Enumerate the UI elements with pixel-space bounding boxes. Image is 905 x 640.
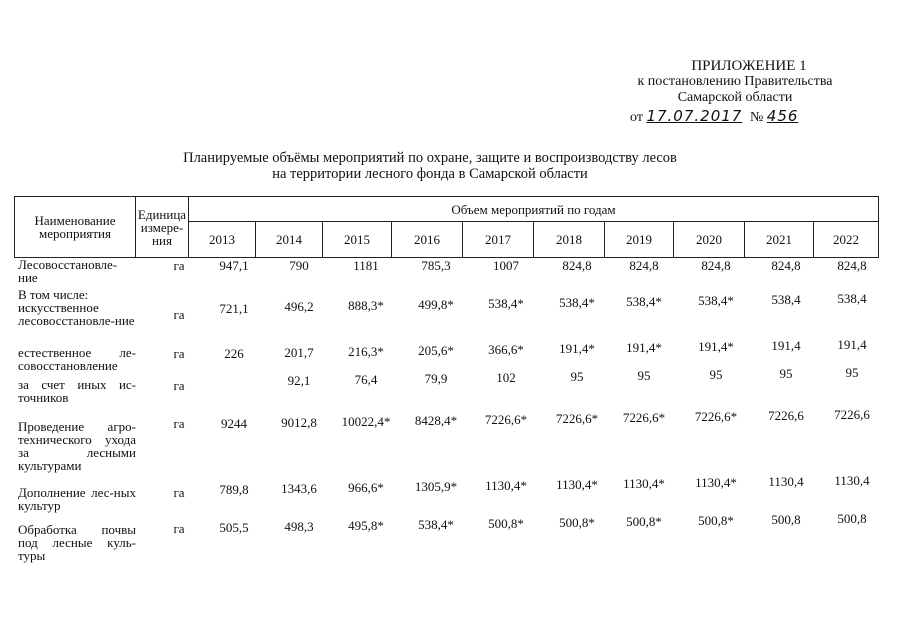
col-name-header: Наименование мероприятия <box>15 197 136 258</box>
row-value: 947,1 <box>219 258 249 273</box>
row-value: 191,4 <box>837 337 867 352</box>
row-value: 1130,4 <box>768 474 804 489</box>
row-value: 888,3* <box>348 298 384 313</box>
row-value: 966,6* <box>348 480 384 495</box>
appendix-line-2: к постановлению Правительства <box>637 74 833 89</box>
row-value: 538,4* <box>488 296 524 311</box>
year-header: 2019 <box>605 222 674 258</box>
year-header: 2013 <box>189 222 256 258</box>
number-prefix: № <box>749 110 764 125</box>
row-value: 7226,6* <box>555 411 599 426</box>
row-unit: га <box>173 346 185 361</box>
row-value: 9244 <box>221 416 247 431</box>
row-value: 191,4* <box>559 341 595 356</box>
table-header-grid <box>14 196 879 258</box>
year-header: 2017 <box>463 222 534 258</box>
appendix-line-3: Самарской области <box>677 90 793 105</box>
row-value: 191,4 <box>771 338 801 353</box>
row-value: 10022,4* <box>341 414 391 429</box>
year-header: 2021 <box>745 222 814 258</box>
row-value: 790 <box>289 258 309 273</box>
row-value: 92,1 <box>287 373 311 388</box>
row-name: В том числе: <box>18 287 89 302</box>
row-value: 824,8 <box>701 258 731 273</box>
row-value: 538,4* <box>698 293 734 308</box>
row-value: 505,5 <box>219 520 249 535</box>
row-value: 1130,4* <box>556 477 598 492</box>
row-value: 76,4 <box>354 372 378 387</box>
row-value: 7226,6 <box>834 407 870 422</box>
row-value: 824,8 <box>629 258 659 273</box>
row-value: 538,4* <box>418 517 454 532</box>
row-value: 500,8 <box>837 511 867 526</box>
row-value: 785,3 <box>421 258 451 273</box>
appendix-date-row <box>600 108 870 126</box>
row-value: 95 <box>637 368 651 383</box>
row-value: 201,7 <box>284 345 314 360</box>
row-value: 216,3* <box>348 344 384 359</box>
row-name: естественное ле-совосстановление <box>18 345 136 373</box>
row-name: искусственное лесовосстановле-ние <box>18 300 135 328</box>
appendix-header <box>600 58 870 126</box>
row-unit: га <box>173 258 185 273</box>
row-value: 1130,4* <box>695 475 737 490</box>
document-title <box>150 150 710 182</box>
row-value: 538,4 <box>837 291 867 306</box>
row-value: 9012,8 <box>281 415 317 430</box>
years-header: Объем мероприятий по годам <box>189 197 879 222</box>
row-name: Дополнение лес-ных культур <box>18 485 136 513</box>
row-value: 500,8* <box>559 515 595 530</box>
row-name: Обработка почвы под лесные куль-туры <box>18 522 136 563</box>
row-value: 1343,6 <box>281 481 317 496</box>
row-value: 538,4 <box>771 292 801 307</box>
row-value: 824,8 <box>562 258 592 273</box>
row-value: 1305,9* <box>414 479 458 494</box>
year-header: 2020 <box>674 222 745 258</box>
row-value: 1181 <box>353 258 379 273</box>
row-value: 7226,6* <box>484 412 528 427</box>
row-value: 498,3 <box>284 519 314 534</box>
row-value: 500,8* <box>698 513 734 528</box>
row-value: 496,2 <box>284 299 314 314</box>
row-value: 79,9 <box>424 371 448 386</box>
row-value: 95 <box>845 365 859 380</box>
row-value: 500,8* <box>488 516 524 531</box>
row-value: 824,8 <box>771 258 801 273</box>
row-unit: га <box>173 307 185 322</box>
row-value: 824,8 <box>837 258 867 273</box>
title-line-1: Планируемые объёмы мероприятий по охране, защите и воспроизводству лесов <box>183 150 677 166</box>
appendix-title: ПРИЛОЖЕНИЕ 1 <box>691 58 807 74</box>
row-unit: га <box>173 416 185 431</box>
row-value: 7226,6* <box>622 410 666 425</box>
row-name: за счет иных ис-точников <box>18 377 136 405</box>
row-value: 8428,4* <box>414 413 458 428</box>
row-value: 1130,4* <box>623 476 665 491</box>
row-value: 495,8* <box>348 518 384 533</box>
row-value: 95 <box>779 366 793 381</box>
row-unit: га <box>173 378 185 393</box>
year-header: 2014 <box>256 222 323 258</box>
handwritten-date: 17.07.2017 <box>646 107 743 125</box>
year-header: 2015 <box>323 222 392 258</box>
date-prefix: от <box>630 110 643 125</box>
col-unit-header: Единица измере-ния <box>136 197 189 258</box>
row-value: 538,4* <box>626 294 662 309</box>
row-value: 721,1 <box>219 301 249 316</box>
row-value: 205,6* <box>418 343 454 358</box>
year-header: 2022 <box>814 222 879 258</box>
year-header: 2018 <box>534 222 605 258</box>
row-name: Проведение агро-технического ухода за лесными культурами <box>18 419 136 473</box>
row-value: 191,4* <box>698 339 734 354</box>
row-value: 366,6* <box>488 342 524 357</box>
row-value: 191,4* <box>626 340 662 355</box>
row-value: 500,8 <box>771 512 801 527</box>
row-value: 1130,4* <box>485 478 527 493</box>
year-header: 2016 <box>392 222 463 258</box>
row-value: 499,8* <box>418 297 454 312</box>
row-value: 7226,6* <box>694 409 738 424</box>
row-value: 95 <box>709 367 723 382</box>
row-value: 95 <box>570 369 584 384</box>
row-unit: га <box>173 521 185 536</box>
row-value: 226 <box>224 346 244 361</box>
row-name: Лесовосстановле-ние <box>18 257 118 285</box>
handwritten-number: 456 <box>766 107 799 125</box>
row-value: 500,8* <box>626 514 662 529</box>
row-value: 538,4* <box>559 295 595 310</box>
title-line-2: на территории лесного фонда в Самарской области <box>272 166 588 182</box>
row-unit: га <box>173 485 185 500</box>
row-value: 1007 <box>493 258 519 273</box>
row-value: 102 <box>496 370 516 385</box>
row-value: 789,8 <box>219 482 249 497</box>
row-value: 1130,4 <box>834 473 870 488</box>
row-value: 7226,6 <box>768 408 804 423</box>
